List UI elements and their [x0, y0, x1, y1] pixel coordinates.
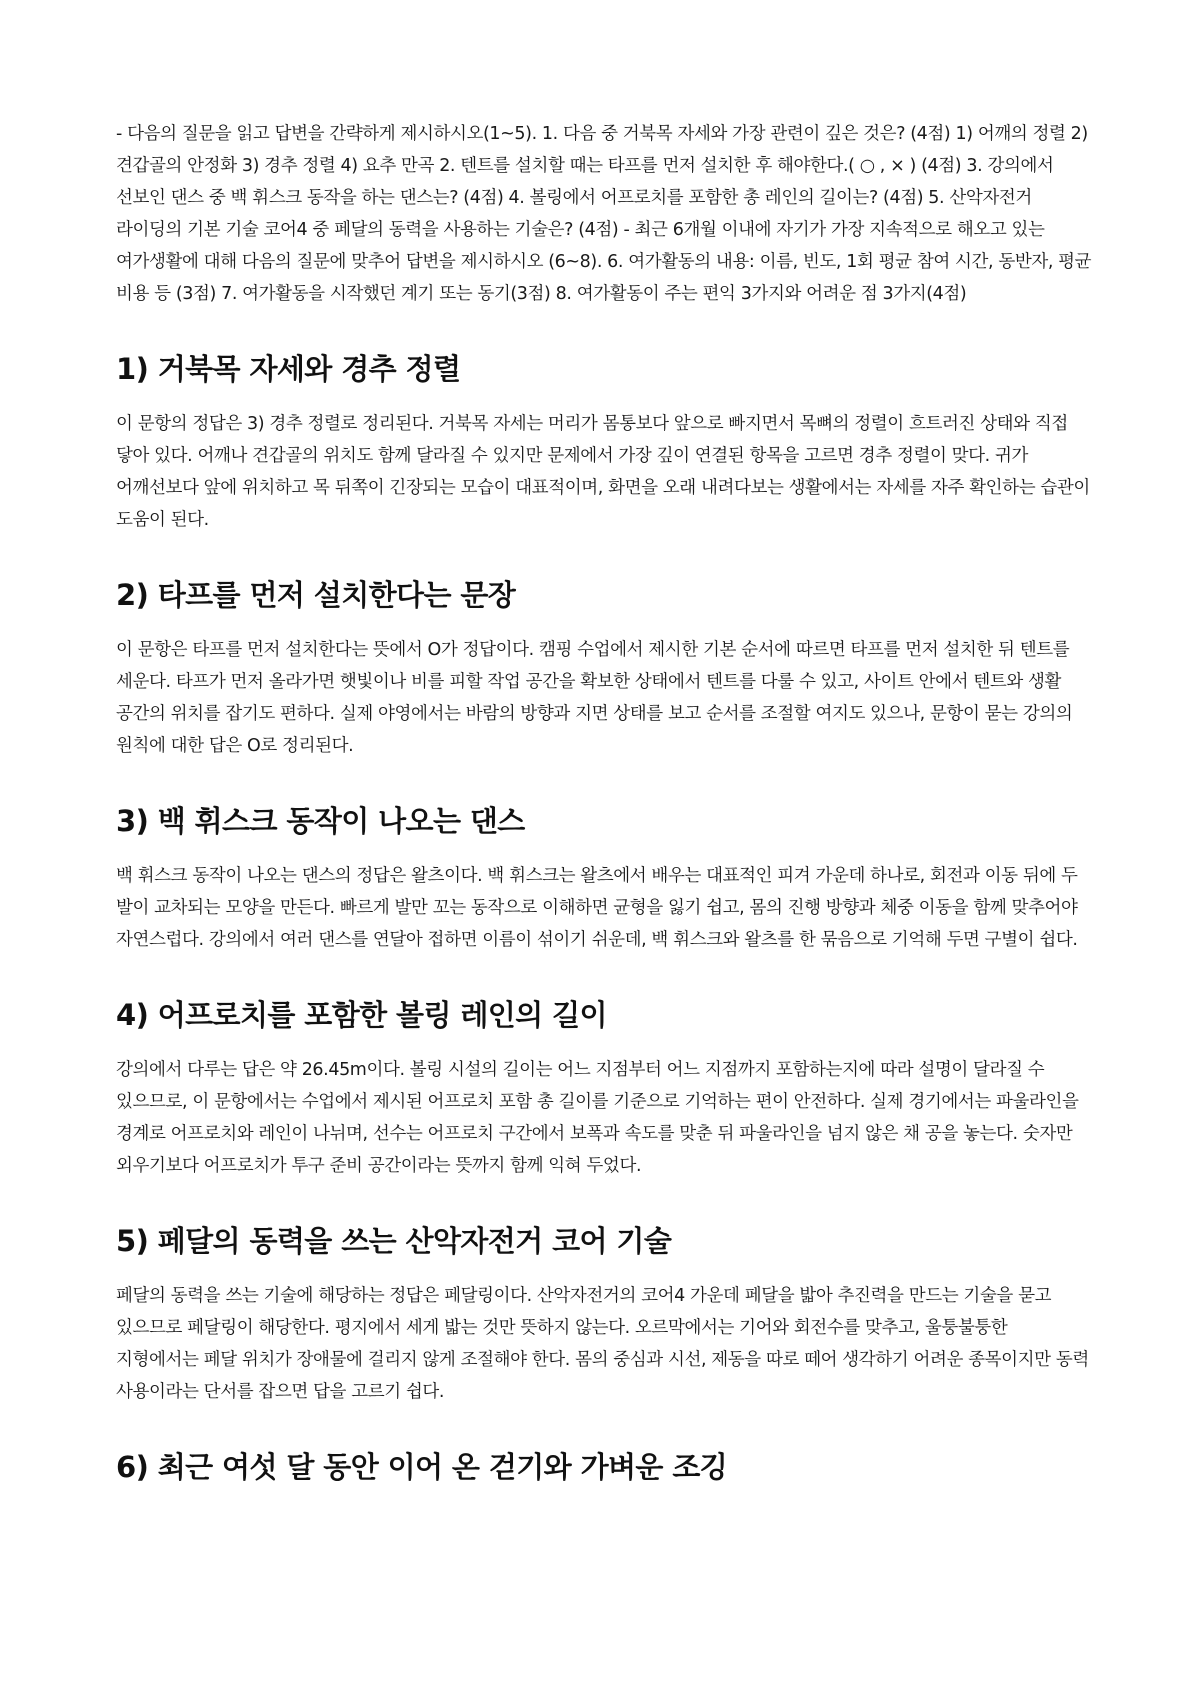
section-2 [116, 576, 1092, 762]
section-3 [116, 802, 1092, 956]
section-body: 이 문항은 타프를 먼저 설치한다는 뜻에서 O가 정답이다. 캠핑 수업에서 제시한 기본 순서에 따르면 타프를 먼저 설치한 뒤 텐트를 세운다. 타프가 먼저 올라가면 햇빛이나 비를 피할 작업 공간을 확보한 상태에서 텐트를 다룰 수 있고, 사이트 안에서 텐트와 생활 공간의 위치를 잡기도 편하다. 실제 야영에서는 바람의 방향과 지면 상태를 보고 순서를 조절할 여지도 있으나, 문항이 묻는 강의의 원칙에 대한 답은 O로 정리된다. [116, 640, 1073, 756]
section-body: 이 문항의 정답은 3) 경추 정렬로 정리된다. 거북목 자세는 머리가 몸통보다 앞으로 빠지면서 목뼈의 정렬이 흐트러진 상태와 직접 닿아 있다. 어깨나 견갑골의 위치도 함께 달라질 수 있지만 문제에서 가장 깊이 연결된 항목을 고르면 경추 정렬이 맞다. 귀가 어깨선보다 앞에 위치하고 목 뒤쪽이 긴장되는 모습이 대표적이며, 화면을 오래 내려다보는 생활에서는 자세를 자주 확인하는 습관이 도움이 된다. [116, 414, 1090, 530]
section-heading: 6) 최근 여섯 달 동안 이어 온 걷기와 가벼운 조깅 [116, 1450, 728, 1484]
section-6 [116, 1448, 1092, 1486]
section-heading: 4) 어프로치를 포함한 볼링 레인의 길이 [116, 998, 607, 1032]
section-body: 백 휘스크 동작이 나오는 댄스의 정답은 왈츠이다. 백 휘스크는 왈츠에서 배우는 대표적인 피겨 가운데 하나로, 회전과 이동 뒤에 두 발이 교차되는 모양을 만든다. 빠르게 발만 꼬는 동작으로 이해하면 균형을 잃기 쉽고, 몸의 진행 방향과 체중 이동을 함께 맞추어야 자연스럽다. 강의에서 여러 댄스를 연달아 접하면 이름이 섞이기 쉬운데, 백 휘스크와 왈츠를 한 묶음으로 기억해 두면 구별이 쉽다. [116, 866, 1078, 950]
section-5 [116, 1222, 1092, 1408]
section-heading: 3) 백 휘스크 동작이 나오는 댄스 [116, 804, 525, 838]
intro-paragraph: - 다음의 질문을 읽고 답변을 간략하게 제시하시오(1~5). 1. 다음 중 거북목 자세와 가장 관련이 깊은 것은? (4점) 1) 어깨의 정렬 2) 견갑골의 안정화 3) 경추 정렬 4) 요추 만곡 2. 텐트를 설치할 때는 타프를 먼저 설치한 후 해야한다.( ○ , × ) (4점) 3. 강의에서 선보인 댄스 중 백 휘스크 동작을 하는 댄스는? (4점) 4. 볼링에서 어프로치를 포함한 총 레인의 길이는? (4점) 5. 산악자전거 라이딩의 기본 기술 코어4 중 페달의 동력을 사용하는 기술은? (4점) - 최근 6개월 이내에 자기가 가장 지속적으로 해오고 있는 여가생활에 대해 다음의 질문에 맞추어 답변을 제시하시오 (6~8). 6. 여가활동의 내용: 이름, 빈도, 1회 평균 참여 시간, 동반자, 평균 비용 등 (3점) 7. 여가활동을 시작했던 계기 또는 동기(3점) 8. 여가활동이 주는 편익 3가지와 어려운 점 3가지(4점) [116, 124, 1092, 304]
section-heading: 2) 타프를 먼저 설치한다는 문장 [116, 578, 516, 612]
section-4 [116, 996, 1092, 1182]
section-body: 페달의 동력을 쓰는 기술에 해당하는 정답은 페달링이다. 산악자전거의 코어4 가운데 페달을 밟아 추진력을 만드는 기술을 묻고 있으므로 페달링이 해당한다. 평지에서 세게 밟는 것만 뜻하지 않는다. 오르막에서는 기어와 회전수를 맞추고, 울퉁불퉁한 지형에서는 페달 위치가 장애물에 걸리지 않게 조절해야 한다. 몸의 중심과 시선, 제동을 따로 떼어 생각하기 어려운 종목이지만 동력 사용이라는 단서를 잡으면 답을 고르기 쉽다. [116, 1286, 1089, 1402]
section-body: 강의에서 다루는 답은 약 26.45m이다. 볼링 시설의 길이는 어느 지점부터 어느 지점까지 포함하는지에 따라 설명이 달라질 수 있으므로, 이 문항에서는 수업에서 제시된 어프로치 포함 총 길이를 기준으로 기억하는 편이 안전하다. 실제 경기에서는 파울라인을 경계로 어프로치와 레인이 나뉘며, 선수는 어프로치 구간에서 보폭과 속도를 맞춘 뒤 파울라인을 넘지 않은 채 공을 놓는다. 숫자만 외우기보다 어프로치가 투구 준비 공간이라는 뜻까지 함께 익혀 두었다. [116, 1060, 1079, 1176]
section-1 [116, 350, 1092, 536]
section-heading: 5) 페달의 동력을 쓰는 산악자전거 코어 기술 [116, 1224, 672, 1258]
section-heading: 1) 거북목 자세와 경추 정렬 [116, 352, 461, 386]
document-page [116, 118, 1092, 1506]
